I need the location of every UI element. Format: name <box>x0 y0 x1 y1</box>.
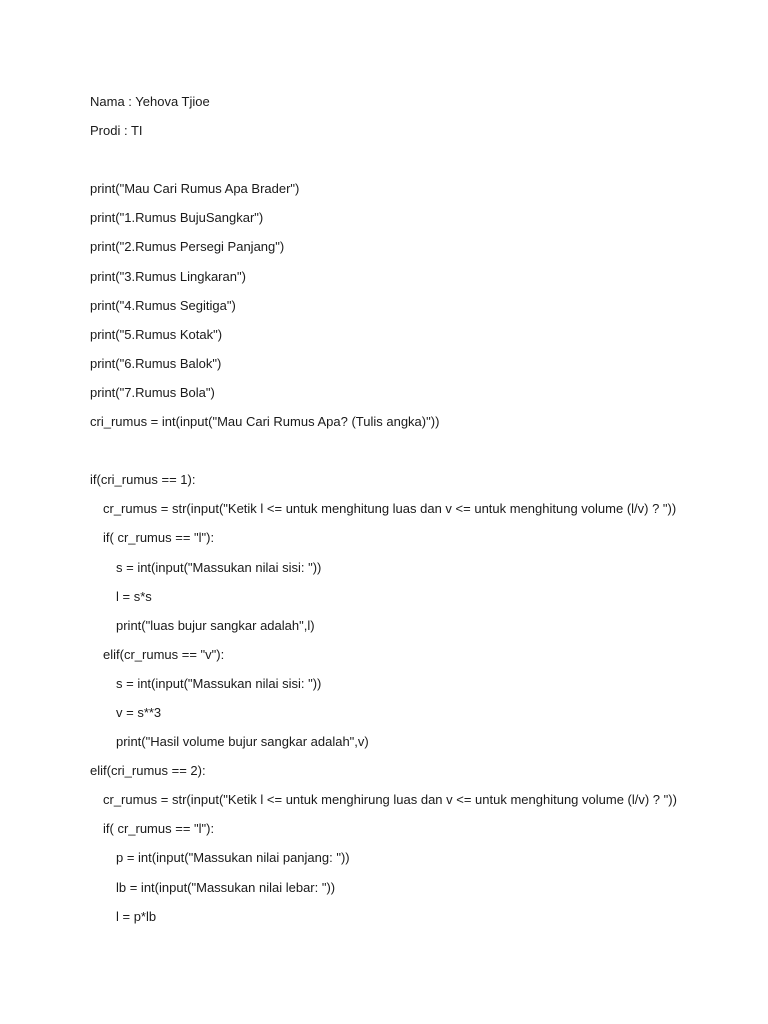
document-body <box>90 92 750 936</box>
code-line: l = s*s <box>116 588 152 604</box>
code-line: lb = int(input("Massukan nilai lebar: ")) <box>116 879 336 895</box>
code-line: s = int(input("Massukan nilai sisi: ")) <box>116 675 322 691</box>
student-name-line: Nama : Yehova Tjioe <box>90 94 210 109</box>
code-line: print("3.Rumus Lingkaran") <box>90 268 246 284</box>
code-line: print("4.Rumus Segitiga") <box>90 297 236 313</box>
code-line: s = int(input("Massukan nilai sisi: ")) <box>116 559 322 575</box>
blank-line <box>90 441 750 470</box>
code-line: print("6.Rumus Balok") <box>90 355 222 371</box>
code-line: cr_rumus = str(input("Ketik l <= untuk menghitung luas dan v <= untuk menghitung volume (l/v) ? ")) <box>103 501 677 517</box>
code-line: print("Hasil volume bujur sangkar adalah",v) <box>116 734 369 750</box>
code-line: print("2.Rumus Persegi Panjang") <box>90 239 285 255</box>
code-line: cr_rumus = str(input("Ketik l <= untuk menghirung luas dan v <= untuk menghitung volume (l/v) ? ")) <box>103 792 677 808</box>
code-line: print("Mau Cari Rumus Apa Brader") <box>90 181 300 197</box>
code-line: l = p*lb <box>116 908 157 924</box>
code-line: print("luas bujur sangkar adalah",l) <box>116 617 315 633</box>
code-line: if(cri_rumus == 1): <box>90 472 196 488</box>
code-line: p = int(input("Massukan nilai panjang: ")) <box>116 850 350 866</box>
code-line: if( cr_rumus == "l"): <box>103 530 215 546</box>
code-line: print("5.Rumus Kotak") <box>90 326 223 342</box>
code-line: elif(cr_rumus == "v"): <box>103 646 225 662</box>
code-line: print("7.Rumus Bola") <box>90 384 215 400</box>
study-program-line: Prodi : TI <box>90 123 143 139</box>
code-line: v = s**3 <box>116 704 162 720</box>
blank-line <box>90 150 750 179</box>
code-line: elif(cri_rumus == 2): <box>90 763 206 779</box>
code-line: print("1.Rumus BujuSangkar") <box>90 210 264 226</box>
code-line: if( cr_rumus == "l"): <box>103 821 215 837</box>
code-line: cri_rumus = int(input("Mau Cari Rumus Apa? (Tulis angka)")) <box>90 414 440 430</box>
